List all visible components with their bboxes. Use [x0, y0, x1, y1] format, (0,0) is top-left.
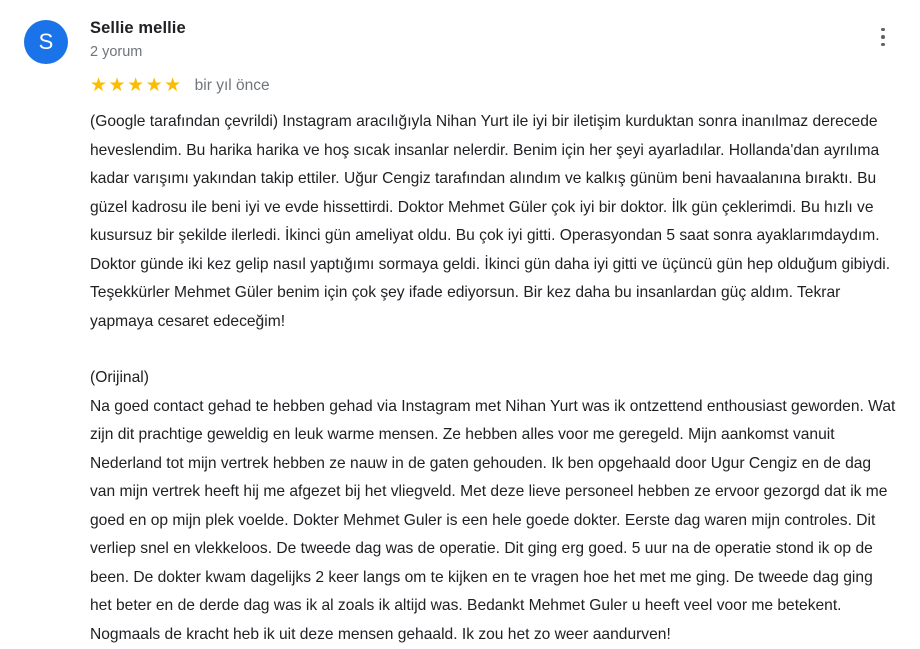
review-body: [90, 108, 896, 649]
rating-row: [90, 76, 896, 96]
review-age: bir yıl önce: [195, 76, 270, 96]
review-original-text: Na goed contact gehad te hebben gehad via Instagram met Nihan Yurt was ik ontzettend enthousiast geworden. Wat zijn dit prachtige geweldig en leuk warme mensen. Ze hebben alles voor me geregeld. Mijn aankomst vanuit Nederland tot mijn vertrek hebben ze nauw in de gaten gehouden. Ik ben opgehaald door Ugur Cengiz en de dag van mijn vertrek heeft hij me afgezet bij het vliegveld. Met deze lieve personeel hebben ze ervoor gezorgd dat ik me goed en op mijn plek voelde. Dokter Mehmet Guler is een hele goede dokter. Eerste dag waren mijn controles. Dit verliep snel en vlekkeloos. De tweede dag was de operatie. Dit ging erg goed. 5 uur na de operatie stond ik op de been. De dokter kwam dagelijks 2 keer langs om te kijken en te vragen hoe het met me ging. De tweede dag ging het beter en de derde dag was ik al zoals ik altijd was. Bedankt Mehmet Guler u heeft veel voor me betekent. Nogmaals de kracht heb ik uit deze mensen gehaald. Ik zou het zo weer aandurven!: [90, 393, 896, 649]
review-translated-text: (Google tarafından çevrildi) Instagram aracılığıyla Nihan Yurt ile iyi bir iletişim kurduktan sonra inanılmaz derecede heveslendim. Bu harika harika ve hoş sıcak insanlar nelerdir. Benim için her şeyi ayarladılar. Hollanda'dan ayrılıma kadar varışımı yakından takip ettiler. Uğur Cengiz tarafından alındım ve kalkış günüm beni havaalanına bıraktı. Bu güzel kadrosu ile beni iyi ve evde hissettirdi. Doktor Mehmet Güler çok iyi bir doktor. İlk gün çeklerimdi. Bu hızlı ve kusursuz bir şekilde ilerledi. İkinci gün ameliyat oldu. Bu çok iyi gitti. Operasyondan 5 saat sonra ayaklarımdaydım. Doktor günde iki kez gelip nasıl yaptığımı sormaya geldi. İkinci gün daha iyi gitti ve üçüncü gün hep olduğum gibiydi. Teşekkürler Mehmet Güler benim için çok şey ifade ediyorsun. Bir kez daha bu insanlardan güç aldım. Tekrar yapmaya cesaret edeceğim!: [90, 108, 896, 336]
review-original-label: (Orijinal): [90, 364, 896, 393]
overflow-menu-icon[interactable]: [870, 22, 896, 52]
reviewer-info: [90, 18, 870, 62]
reviewer-name: Sellie mellie: [90, 18, 870, 38]
overflow-dot: [881, 35, 885, 39]
review-header: [24, 18, 896, 64]
star-rating: ★★★★★: [90, 76, 183, 96]
avatar: S: [24, 20, 68, 64]
overflow-dot: [881, 43, 885, 47]
overflow-dot: [881, 28, 885, 32]
reviewer-review-count: 2 yorum: [90, 42, 870, 62]
